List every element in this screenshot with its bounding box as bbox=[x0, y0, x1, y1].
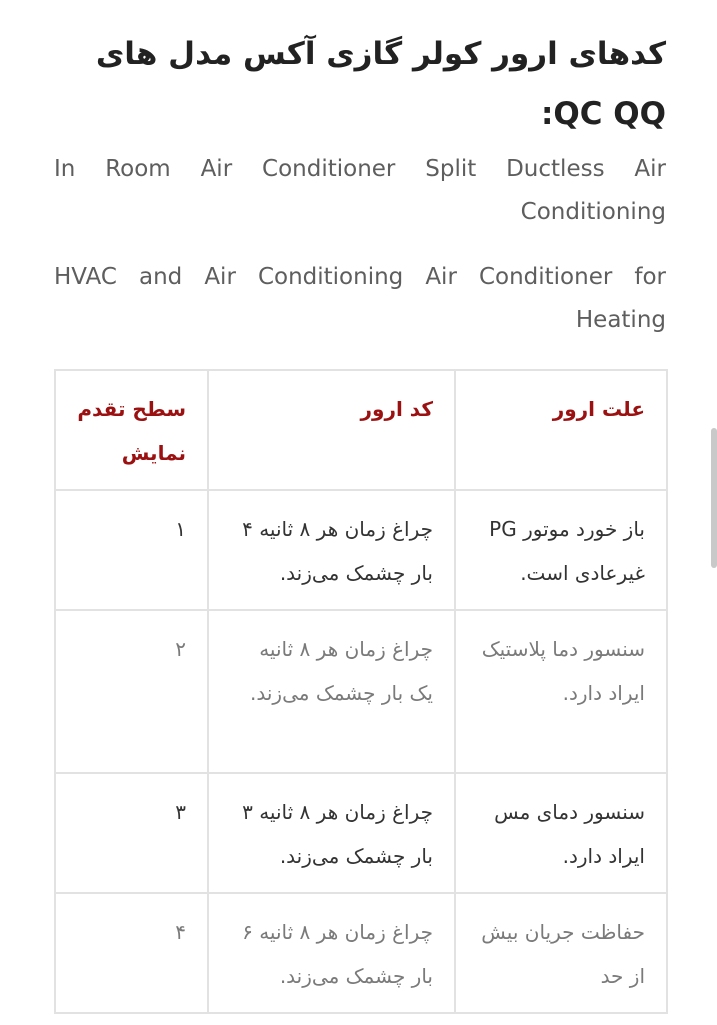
cell-priority: ۴ bbox=[55, 893, 208, 1013]
cell-cause: سنسور دما پلاستیک ایراد دارد. bbox=[455, 610, 667, 773]
cell-priority: ۳ bbox=[55, 773, 208, 893]
table-header-row bbox=[55, 370, 667, 490]
table-row bbox=[55, 773, 667, 893]
cell-code: چراغ زمان هر ۸ ثانیه ۴ بار چشمک می‌زند. bbox=[208, 490, 455, 610]
cell-priority: ۱ bbox=[55, 490, 208, 610]
cell-code: چراغ زمان هر ۸ ثانیه یک بار چشمک می‌زند. bbox=[208, 610, 455, 773]
article-title: کدهای ارور کولر گازی آکس مدل های QC QQ: bbox=[95, 36, 666, 132]
header-cause: علت ارور bbox=[455, 370, 667, 490]
article-paragraph: In Room Air Conditioner Split Ductless Air Conditioning bbox=[54, 156, 666, 225]
error-codes-table bbox=[54, 369, 668, 1014]
table-row bbox=[55, 610, 667, 773]
header-priority: سطح تقدم نمایش bbox=[55, 370, 208, 490]
cell-code: چراغ زمان هر ۸ ثانیه ۳ بار چشمک می‌زند. bbox=[208, 773, 455, 893]
cell-cause: سنسور دمای مس ایراد دارد. bbox=[455, 773, 667, 893]
article-paragraph: HVAC and Air Conditioning Air Conditioner for Heating bbox=[54, 264, 666, 333]
cell-cause: باز خورد موتور PG غیرعادی است. bbox=[455, 490, 667, 610]
header-code: کد ارور bbox=[208, 370, 455, 490]
cell-cause: حفاظت جریان بیش از حد bbox=[455, 893, 667, 1013]
cell-priority: ۲ bbox=[55, 610, 208, 773]
page-scrollbar[interactable] bbox=[711, 428, 717, 568]
table-row bbox=[55, 490, 667, 610]
table-row bbox=[55, 893, 667, 1013]
cell-code: چراغ زمان هر ۸ ثانیه ۶ بار چشمک می‌زند. bbox=[208, 893, 455, 1013]
